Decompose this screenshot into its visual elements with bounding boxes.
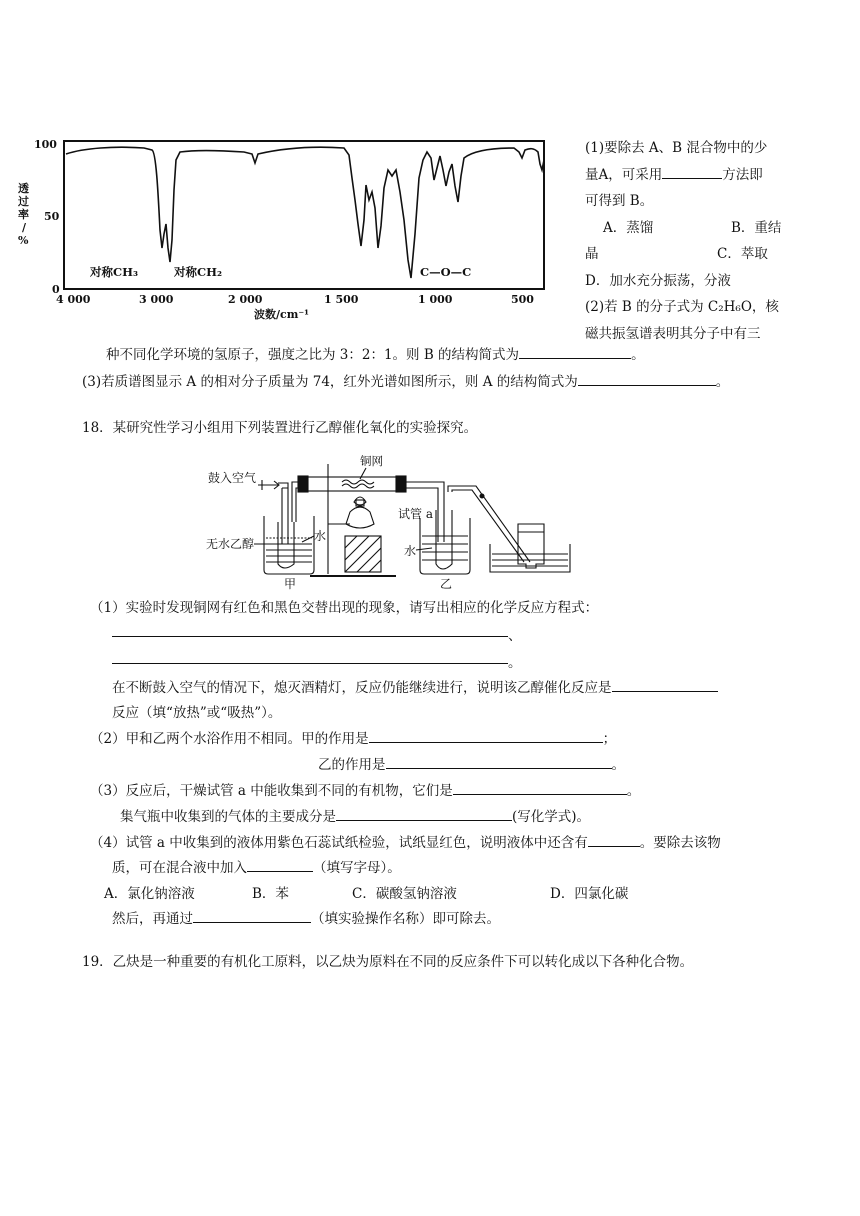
x-tick-4000: 4 000 (56, 293, 91, 306)
ir-trace (66, 147, 544, 278)
q18-answer-blank-acid[interactable] (588, 832, 640, 847)
q18-answer-blank-reagent[interactable] (247, 857, 313, 872)
q18-option-d[interactable]: D．四氯化碳 (550, 886, 629, 902)
q17-p3: (3)若质谱图显示 A 的相对分子质量为 74，红外光谱如图所示，则 A 的结构简式为 。 (82, 370, 729, 390)
q18-option-c[interactable]: C．碳酸氢钠溶液 (352, 886, 457, 902)
q18-part1-prompt: （1）实验时发现铜网有红色和黑色交替出现的现象，请写出相应的化学反应方程式： (90, 600, 599, 616)
y-tick-100: 100 (34, 138, 57, 151)
annotation-ch2: 对称CH₂ (174, 265, 223, 279)
ir-spectrum-chart (14, 130, 554, 326)
q17-p2-line3: 种不同化学环境的氢原子，强度之比为 3：2：1。则 B 的结构简式为 。 (106, 343, 645, 363)
q18-option-a[interactable]: A．氯化钠溶液 (104, 886, 195, 902)
annotation-ch3: 对称CH₃ (90, 265, 139, 279)
q17-answer-blank-1[interactable] (662, 164, 722, 179)
q18-part1-c: 反应（填“放热”或“吸热”）。 (112, 705, 282, 721)
q18-answer-line-2[interactable] (112, 663, 508, 664)
q18-answer-blank-heat[interactable] (612, 677, 718, 692)
q17-opt-d: D．加水充分振荡，分液 (585, 272, 731, 289)
q17-p2-line1: (2)若 B 的分子式为 C₂H₆O，核 (585, 299, 779, 315)
q18-answer-blank-gas[interactable] (336, 806, 512, 821)
q18-part4-a: （4）试管 a 中收集到的液体用紫色石蕊试纸检验，试纸显红色，说明液体中还含有 。要除去该物 (90, 831, 721, 851)
x-tick-2000: 2 000 (228, 293, 263, 306)
x-tick-1500: 1 500 (324, 293, 359, 306)
q17-right-column (585, 135, 790, 347)
label-tube-a: 试管 a (398, 507, 433, 521)
x-tick-1000: 1 000 (418, 293, 453, 306)
q17-p2-line2: 磁共振氢谱表明其分子中有三 (585, 325, 761, 342)
q18-options (104, 882, 628, 902)
apparatus-diagram (200, 452, 575, 592)
q18-stem: 18．某研究性学习小组用下列装置进行乙醇催化氧化的实验探究。 (82, 420, 478, 436)
annotation-coc: C—O—C (420, 265, 472, 279)
q17-p1-line2: 量A，可采用 方法即 (585, 162, 790, 189)
y-tick-0: 0 (52, 283, 60, 296)
q17-opts-bc: 晶 C．萃取 (585, 246, 768, 262)
label-jia: 甲 (284, 577, 297, 591)
q18-part3-b: 集气瓶中收集到的气体的主要成分是 (写化学式)。 (120, 805, 590, 825)
q18-part2-a: （2）甲和乙两个水浴作用不相同。甲的作用是 ； (90, 727, 616, 747)
q18-answer-blank-jia[interactable] (369, 728, 603, 743)
y-axis-label (17, 181, 29, 247)
x-axis-label: 波数/cm⁻¹ (254, 308, 309, 321)
q18-part4-b: 质，可在混合液中加入 （填写字母）。 (112, 856, 401, 876)
q18-answer-blank-yi[interactable] (386, 754, 612, 769)
y-tick-50: 50 (44, 210, 60, 223)
q19-stem: 19．乙炔是一种重要的有机化工原料，以乙炔为原料在不同的反应条件下可以转化成以下各种化合物。 (82, 954, 694, 970)
label-yi: 乙 (440, 577, 453, 591)
q17-answer-blank-2[interactable] (519, 344, 631, 359)
label-ethanol: 无水乙醇 (206, 537, 255, 551)
q18-sep-2: 。 (508, 655, 522, 671)
label-water-yi: 水 (404, 544, 417, 558)
q18-part2-b: 乙的作用是 。 (318, 753, 625, 773)
q17-opts-ab: A．蒸馏 B．重结 (603, 219, 782, 236)
q17-p1-line1: (1)要除去 A、B 混合物中的少 (585, 140, 768, 156)
q18-part4-c: 然后，再通过 （填实验操作名称）即可除去。 (112, 907, 500, 927)
q18-part1-b: 在不断鼓入空气的情况下，熄灭酒精灯，反应仍能继续进行，说明该乙醇催化反应是 (112, 676, 718, 696)
q18-answer-line-1[interactable] (112, 636, 508, 637)
q18-answer-blank-operation[interactable] (193, 908, 311, 923)
y-axis-label-text: 透过率/ % (18, 182, 29, 247)
q18-part3-a: （3）反应后，干燥试管 a 中能收集到不同的有机物，它们是 。 (90, 779, 640, 799)
q17-answer-blank-3[interactable] (578, 371, 716, 386)
q18-option-b[interactable]: B．苯 (252, 886, 289, 902)
q17-p1-line3: 可得到 B。 (585, 193, 654, 209)
q18-sep-1: 、 (508, 628, 522, 644)
label-water-jia: 水 (314, 529, 327, 543)
label-air-inlet: 鼓入空气 (208, 471, 257, 485)
q18-answer-blank-organics[interactable] (453, 780, 627, 795)
label-copper-mesh: 铜网 (360, 454, 383, 468)
x-tick-3000: 3 000 (139, 293, 174, 306)
x-tick-500: 500 (511, 293, 534, 306)
